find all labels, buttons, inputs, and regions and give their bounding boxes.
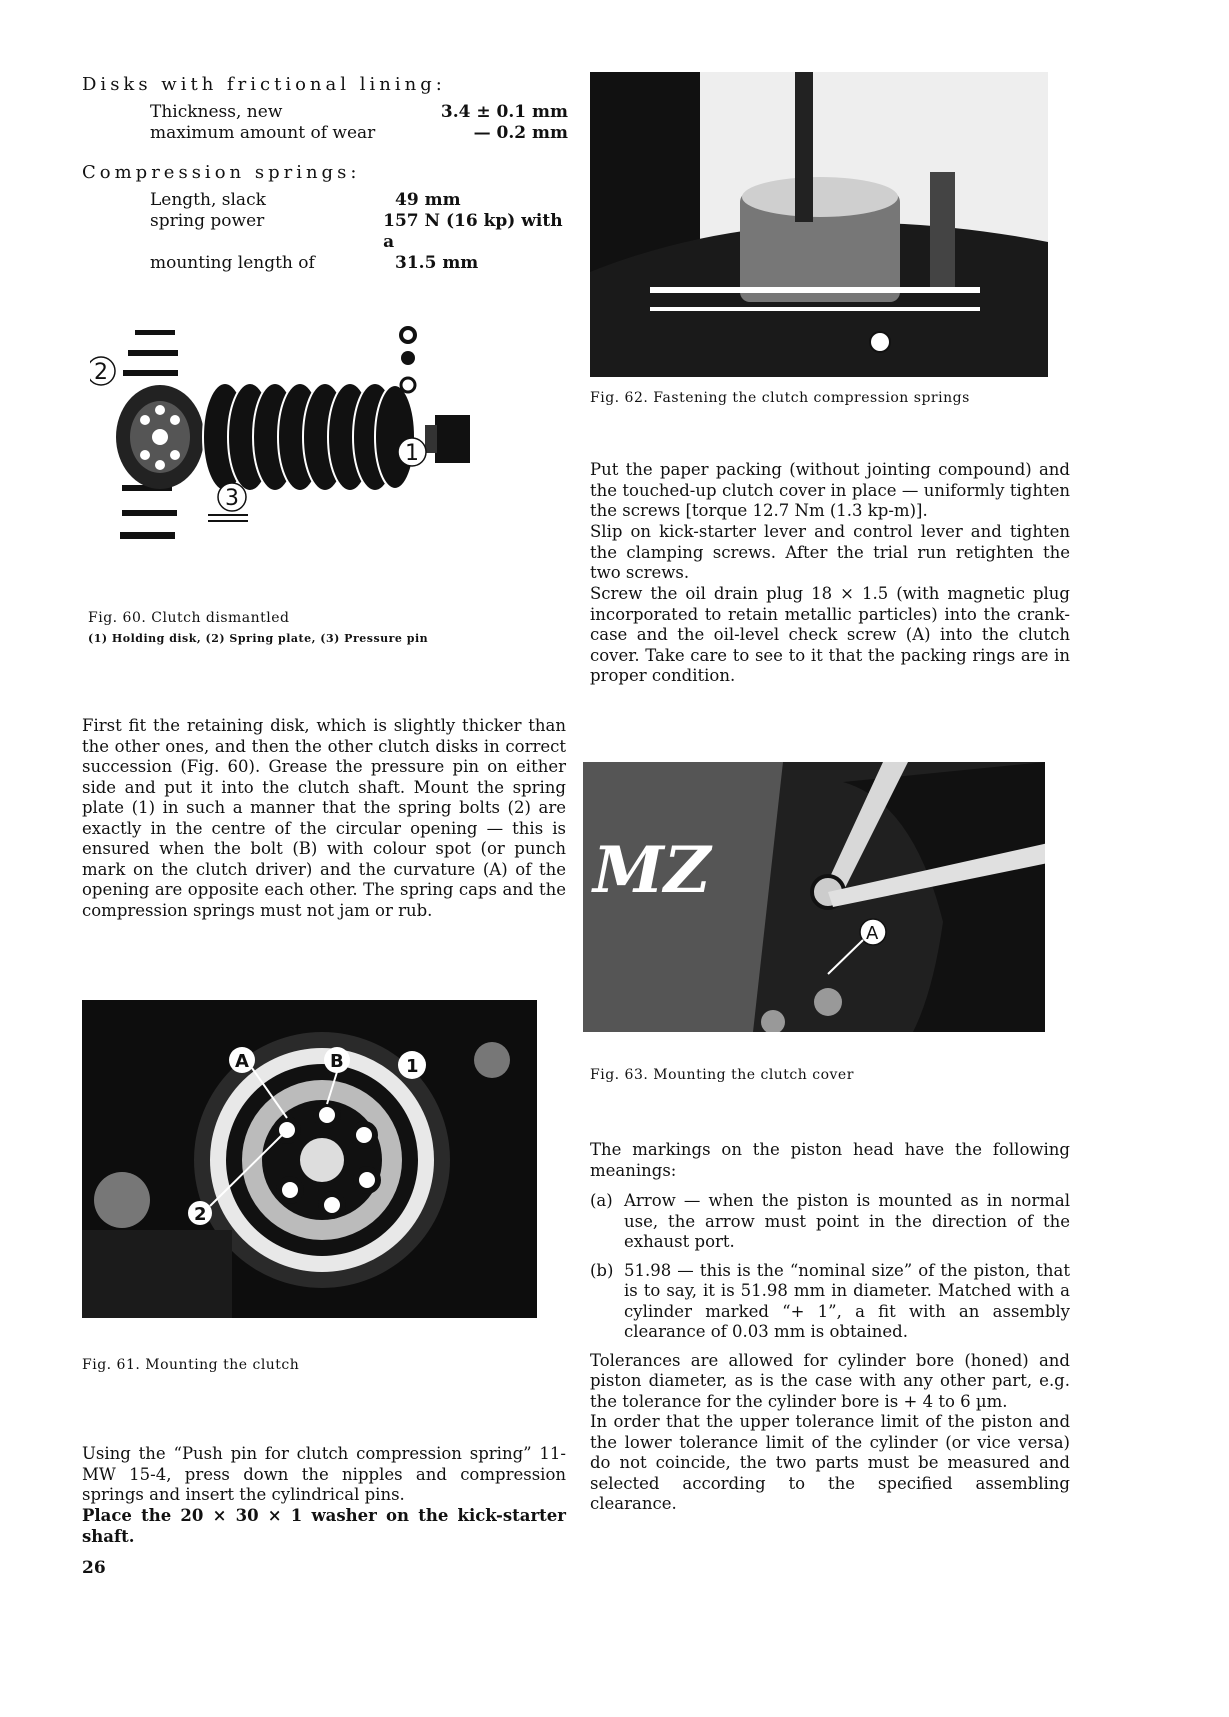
spec-row — [150, 190, 570, 211]
springs-heading: Compression springs: — [82, 162, 361, 183]
spec-value: 31.5 mm — [395, 253, 479, 273]
list-item-text: Arrow — when the piston is mounted as in normal use, the arrow must point in the direction of the exhaust port. — [624, 1191, 1070, 1251]
list-item — [590, 1191, 1070, 1253]
callout-label: A — [866, 923, 879, 944]
fig61-caption: Fig. 61. Mounting the clutch — [82, 1357, 300, 1373]
callout-label: A — [235, 1051, 249, 1072]
fig60-legend: (1) Holding disk, (2) Spring plate, (3) Pressure pin — [88, 632, 429, 645]
list-item-label: (b) — [590, 1260, 614, 1280]
spec-value: 3.4 ± 0.1 mm — [440, 102, 568, 122]
fig62-caption: Fig. 62. Fastening the clutch compression springs — [590, 390, 970, 406]
clutch-disks-icon — [203, 383, 415, 491]
spec-row — [150, 123, 568, 144]
spec-label: maximum amount of wear — [150, 123, 376, 143]
callout-label: 1 — [406, 1056, 419, 1077]
list-item — [590, 1261, 1070, 1343]
left-paragraph-2: Using the “Push pin for clutch compression spring” 11-MW 15-4, press down the nipples and compression springs and insert the cylindrical pins. — [82, 1444, 566, 1504]
callout-label: 1 — [405, 441, 419, 466]
tolerance-paragraph-2: In order that the upper tolerance limit of the piston and the lower tolerance limit of the cylinder (or vice versa) do not coincide, the two parts must be measured and selected according to the specified assembling clearance. — [590, 1412, 1070, 1513]
left-paragraph-1: First fit the retaining disk, which is slightly thicker than the other ones, and then the other clutch disks in correct succession (Fig. 60). Grease the pressure pin on either side and put it into the clutch shaft. Mount the spring plate (1) in such a manner that the spring bolts (2) are exactly in the centre of the circular opening — this is ensured when the bolt (B) with colour spot (or punch mark on the clutch driver) and the curvature (A) of the opening are opposite each other. The spring caps and the compression springs must not jam or rub. — [82, 716, 566, 920]
spec-value: 49 mm — [395, 190, 461, 210]
callout-label: B — [330, 1051, 344, 1072]
right-paragraph-1: Put the paper packing (without jointing compound) and the touched-up clutch cover in place — uniformly tighten the screws [torque 12.7 Nm (1.3 kp-m)]. — [590, 460, 1070, 520]
springs-spec-table — [150, 190, 570, 274]
fig63-caption: Fig. 63. Mounting the clutch cover — [590, 1067, 854, 1083]
spec-label: mounting length of — [150, 253, 315, 273]
list-item-text: 51.98 — this is the “nominal size” of the piston, that is to say, it is 51.98 mm in diameter. Matched with a cylinder marked “+ 1”, a fit with an assembly clearance of 0.03 mm is obtained. — [624, 1260, 1070, 1341]
callout-label: 2 — [194, 1204, 207, 1225]
piston-markings-section — [590, 1140, 1070, 1515]
callout-label: 3 — [225, 486, 239, 511]
spec-value: — 0.2 mm — [473, 123, 568, 143]
spec-label: spring power — [150, 211, 265, 231]
right-paragraph-3: Screw the oil drain plug 18 × 1.5 (with magnetic plug incorporated to retain metallic particles) into the crank-case and the oil-level check screw (A) into the clutch cover. Take care to see to it that the packing rings are in proper condition. — [590, 584, 1070, 685]
disks-heading: Disks with frictional lining: — [82, 74, 446, 95]
fig62-springs-photo — [590, 72, 1048, 377]
left-paragraph-3: Place the 20 × 30 × 1 washer on the kick-starter shaft. — [82, 1506, 566, 1546]
spec-value: 157 N (16 kp) with a — [383, 211, 563, 252]
right-paragraph-2: Slip on kick-starter lever and control lever and tighten the clamping screws. After the trial run retighten the two screws. — [590, 522, 1070, 582]
callout-label: 2 — [94, 360, 108, 385]
list-item-label: (a) — [590, 1191, 613, 1210]
spec-row — [150, 211, 570, 253]
fig60-caption: Fig. 60. Clutch dismantled — [88, 610, 290, 626]
mz-logo: MZ — [593, 833, 711, 908]
spec-row — [150, 253, 570, 274]
fig63-cover-photo — [583, 762, 1045, 1032]
markings-intro: The markings on the piston head have the following meanings: — [590, 1140, 1070, 1180]
fig60-clutch-drawing — [90, 325, 530, 565]
page-number: 26 — [82, 1558, 106, 1578]
spec-label: Thickness, new — [150, 102, 283, 122]
tolerance-paragraph-1: Tolerances are allowed for cylinder bore (honed) and piston diameter, as is the case with any other part, e.g. the tolerance for the cylinder bore is + 4 to 6 µm. — [590, 1350, 1070, 1411]
fig61-clutch-photo — [82, 1000, 537, 1318]
disks-spec-table — [150, 102, 568, 144]
spec-row — [150, 102, 568, 123]
spec-label: Length, slack — [150, 190, 266, 210]
clutch-hub-icon — [435, 415, 470, 463]
